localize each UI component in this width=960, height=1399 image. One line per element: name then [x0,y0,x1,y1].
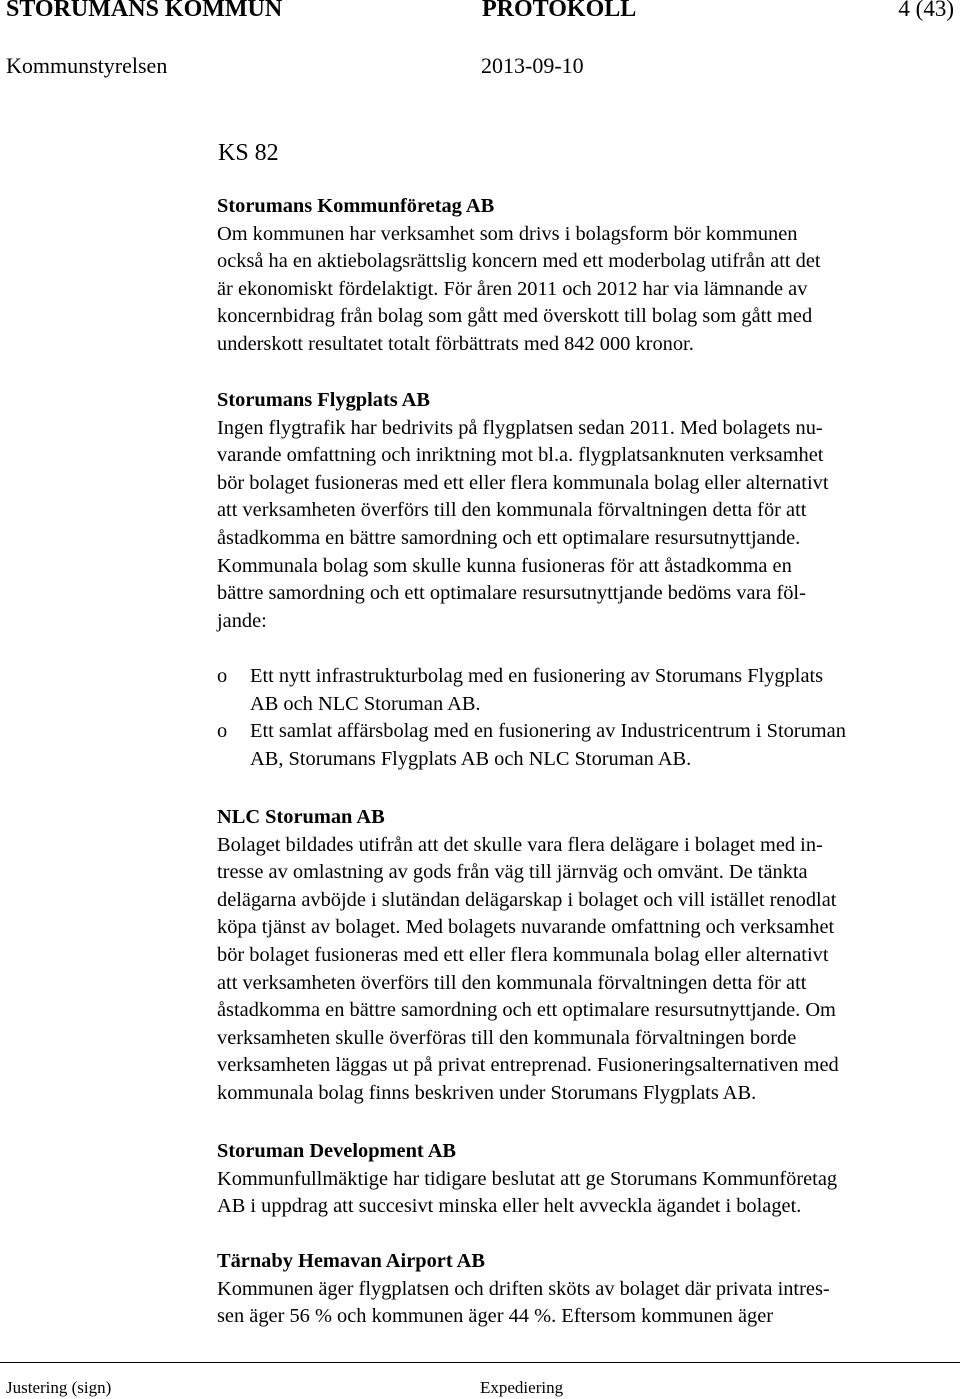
body-line: åstadkomma en bättre samordning och ett optimalare resursutnyttjande. Om [217,999,836,1022]
footer-divider [0,1362,960,1363]
body-line: Kommunen äger flygplatsen och driften sköts av bolaget där privata intres- [217,1277,830,1300]
section-body [217,832,957,1108]
section-body [217,1166,957,1221]
body-line: Om kommunen har verksamhet som drivs i bolagsform bör kommunen [217,222,798,245]
footer-justering: Justering (sign) [6,1378,112,1397]
section-airport [217,1248,957,1331]
body-line: sen äger 56 % och kommunen äger 44 %. Eftersom kommunen äger [217,1305,774,1328]
body-line: åstadkomma en bättre samordning och ett optimalare resursutnyttjande. [217,526,801,549]
body-line: Ingen flygtrafik har bedrivits på flygplatsen sedan 2011. Med bolagets nu- [217,416,823,439]
body-line: Bolaget bildades utifrån att det skulle vara flera delägare i bolaget med in- [217,833,823,856]
footer-expediering: Expediering [480,1378,564,1397]
body-line: verksamheten läggas ut på privat entreprenad. Fusioneringsalternativen med [217,1054,839,1077]
section-kommunforetag [217,193,957,359]
section-title: Storumans Kommunföretag AB [217,195,495,217]
section-flygplats [217,387,957,773]
body-line: också ha en aktiebolagsrättslig koncern med ett moderbolag utifrån att det [217,250,821,273]
list-item [217,663,957,718]
body-line: AB i uppdrag att succesivt minska eller helt avveckla ägandet i bolaget. [217,1195,802,1218]
body-line: Kommunfullmäktige har tidigare beslutat att ge Storumans Kommunföretag [217,1167,838,1190]
bullet-line: AB och NLC Storuman AB. [250,692,481,715]
body-line: koncernbidrag från bolag som gått med överskott till bolag som gått med [217,305,813,328]
bullet-line: Ett nytt infrastrukturbolag med en fusionering av Storumans Flygplats [250,664,824,687]
section-body [217,415,957,636]
body-line: delägarna avböjde i slutändan delägarskap i bolaget och vill istället renodlat [217,888,837,911]
body-line: kommunala bolag finns beskriven under Storumans Flygplats AB. [217,1081,757,1104]
paragraph-id: KS 82 [218,140,279,166]
body-line: bör bolaget fusioneras med ett eller flera kommunala bolag eller alternativt [217,943,829,966]
list-item [217,718,957,773]
body-line: att verksamheten överförs till den kommunala förvaltningen detta för att [217,499,807,522]
section-body [217,221,957,359]
body-line: bättre samordning och ett optimalare resursutnyttjande bedöms vara föl- [217,582,806,605]
body-line: jande: [217,609,267,632]
section-title: Storumans Flygplats AB [217,389,431,411]
body-line: verksamheten skulle överföras till den kommunala förvaltningen borde [217,1026,797,1049]
body-line: är ekonomiskt fördelaktigt. För åren 2011 och 2012 har via lämnande av [217,277,808,300]
bullet-marker: o [217,720,228,743]
option-list [217,663,957,773]
section-body [217,1276,957,1331]
body-line: underskott resultatet totalt förbättrats med 842 000 kronor. [217,332,694,355]
section-development [217,1138,957,1221]
header-board: Kommunstyrelsen [6,53,168,78]
body-line: Kommunala bolag som skulle kunna fusioneras för att åstadkomma en [217,554,792,577]
section-title: Tärnaby Hemavan Airport AB [217,1250,485,1272]
body-line: bör bolaget fusioneras med ett eller flera kommunala bolag eller alternativt [217,471,829,494]
bullet-marker: o [217,664,228,687]
section-nlc [217,804,957,1108]
bullet-line: Ett samlat affärsbolag med en fusionering av Industricentrum i Storuman [250,720,846,743]
header-page-number: 4 (43) [898,0,954,21]
body-line: tresse av omlastning av gods från väg till järnväg och omvänt. De tänkta [217,861,808,884]
bullet-line: AB, Storumans Flygplats AB och NLC Storuman AB. [250,747,692,770]
body-line: att verksamheten överförs till den kommunala förvaltningen detta för att [217,971,807,994]
body-line: varande omfattning och inriktning mot bl.a. flygplatsanknuten verksamhet [217,444,824,467]
body-line: köpa tjänst av bolaget. Med bolagets nuvarande omfattning och verksamhet [217,916,835,939]
section-title: NLC Storuman AB [217,806,385,828]
section-title: Storuman Development AB [217,1140,457,1162]
header-document-type: PROTOKOLL [482,0,637,22]
header-municipality: STORUMANS KOMMUN [6,0,283,22]
header-date: 2013-09-10 [481,53,584,78]
